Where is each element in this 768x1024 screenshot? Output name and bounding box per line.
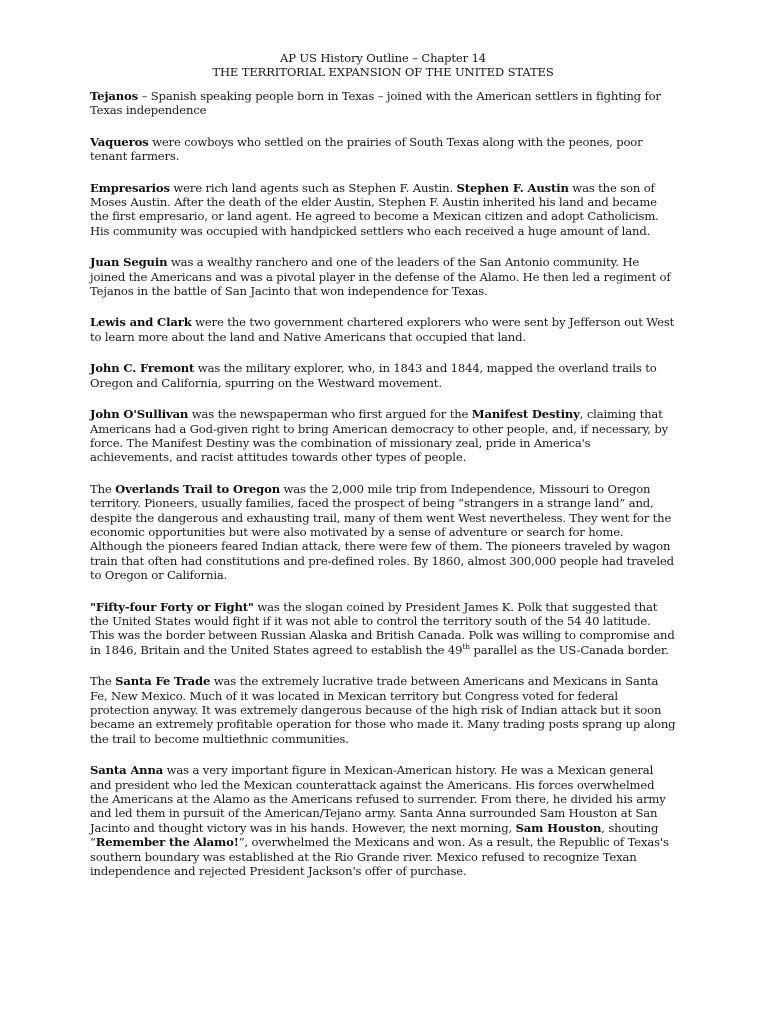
course-title: AP US History Outline – Chapter 14 — [279, 51, 487, 65]
term-santa-fe-trade: Santa Fe Trade — [115, 674, 211, 689]
definition-text: was the son of Moses Austin. After the death of the elder Austin, Stephen F. Austin inherited his land and became the first empresario, or land agent. He agreed to become a Mexican citizen and adopt Catholicism. His community was occupied with handpicked settlers who each received a huge amount of land. — [90, 180, 659, 238]
paragraph-lewis-clark — [90, 315, 676, 344]
term-empresarios: Empresarios — [90, 180, 170, 195]
paragraph-oregon-trail — [90, 482, 676, 583]
definition-text: were rich land agents such as Stephen F. Austin. — [169, 180, 457, 195]
term-santa-anna: Santa Anna — [90, 763, 164, 778]
chapter-title: THE TERRITORIAL EXPANSION OF THE UNITED STATES — [212, 64, 554, 79]
term-lewis-clark: Lewis and Clark — [90, 315, 192, 330]
definition-text: The — [90, 481, 116, 496]
definition-text: was the military explorer, who, in 1843 and 1844, mapped the overland trails to Oregon and California, spurring on the Westward movement. — [90, 361, 657, 390]
definition-text: was the slogan coined by President James K. Polk that suggested that the United States would fight if it was not able to control the territory south of the 54 40 latitude. This was the border between Russian Alaska and British Canada. Polk was willing to compromise and in 1846, Britain and the United States agreed to establish the 49 — [90, 599, 675, 657]
term-remember-alamo: Remember the Alamo! — [95, 835, 239, 850]
term-manifest-destiny: Manifest Destiny — [471, 407, 580, 422]
paragraph-juan-seguin — [90, 255, 676, 298]
definition-text: were the two government chartered explorers who were sent by Jefferson out West to learn more about the land and Native Americans that occupied that land. — [90, 315, 675, 344]
ordinal-suffix: th — [462, 641, 470, 651]
paragraph-fremont — [90, 361, 676, 390]
definition-text: was the newspaperman who first argued for the — [188, 407, 472, 422]
paragraph-santa-anna — [90, 763, 676, 878]
definition-text: parallel as the US-Canada border. — [469, 642, 669, 657]
paragraph-santa-fe-trade — [90, 674, 676, 746]
term-fremont: John C. Fremont — [90, 361, 195, 376]
definition-text: , claiming that Americans had a God-given right to bring American democracy to other people, and, if necessary, by force. The Manifest Destiny was the combination of missionary zeal, pride in America's achievements, and racist attitudes towards other types of people. — [90, 407, 669, 465]
definition-text: was a very important figure in Mexican-American history. He was a Mexican general and president who led the Mexican counterattack against the Americans. His forces overwhelmed the Americans at the Alamo as the Americans refused to surrender. From there, he divided his army and led them in pursuit of the American/Tejano army. Santa Anna surrounded Sam Houston at San Jacinto and thought victory was in his hands. However, the next morning, — [90, 763, 666, 835]
definition-text: was a wealthy ranchero and one of the leaders of the San Antonio community. He joined the Americans and was a pivotal player in the defense of the Alamo. He then led a regiment of Tejanos in the battle of San Jacinto that won independence for Texas. — [90, 255, 671, 299]
definition-text: was the extremely lucrative trade between Americans and Mexicans in Santa Fe, New Mexico. Much of it was located in Mexican territory but Congress voted for federal protection anyway. It was extremely dangerous because of the high risk of Indian attack but it soon became an extremely profitable operation for those who made it. Many trading posts sprang up along the trail to become multiethnic communities. — [90, 674, 676, 746]
definition-text: The — [90, 674, 116, 689]
definition-text: ”, overwhelmed the Mexicans and won. As a result, the Republic of Texas's southern boundary was established at the Rio Grande river. Mexico refused to recognize Texan independence and rejected President Jackson's offer of purchase. — [90, 835, 669, 879]
term-tejanos: Tejanos — [90, 89, 139, 103]
term-vaqueros: Vaqueros — [90, 134, 149, 149]
term-juan-seguin: Juan Seguin — [90, 255, 168, 270]
term-oregon-trail: Overlands Trail to Oregon — [115, 481, 280, 496]
term-stephen-austin: Stephen F. Austin — [456, 180, 569, 195]
definition-text: was the 2,000 mile trip from Independence, Missouri to Oregon territory. Pioneers, usually families, faced the prospect of being “strangers in a strange land” and, despite the dangerous and exhausting trail, many of them went West nevertheless. They went for the economic opportunities but were also motivated by a sense of adventure or search for home. Although the pioneers feared Indian attack, there were few of them. The pioneers traveled by wagon train that often had constitutions and pre-defined roles. By 1860, almost 300,000 people had traveled to Oregon or California. — [90, 481, 674, 583]
definition-text: , shouting “ — [90, 820, 659, 850]
definition-text: – Spanish speaking people born in Texas – joined with the American settlers in fighting for Texas independence — [90, 89, 661, 118]
paragraph-osullivan — [90, 407, 676, 465]
paragraph-vaqueros — [90, 135, 676, 164]
term-osullivan: John O'Sullivan — [90, 407, 189, 422]
term-sam-houston: Sam Houston — [515, 820, 602, 835]
paragraph-fifty-four-forty — [90, 600, 676, 658]
definition-text: were cowboys who settled on the prairies of South Texas along with the peones, poor tenant farmers. — [90, 134, 643, 164]
document-header — [90, 52, 676, 79]
term-fifty-four-forty: "Fifty-four Forty or Fight" — [90, 599, 254, 614]
paragraph-empresarios — [90, 181, 676, 239]
paragraph-tejanos — [90, 89, 676, 118]
